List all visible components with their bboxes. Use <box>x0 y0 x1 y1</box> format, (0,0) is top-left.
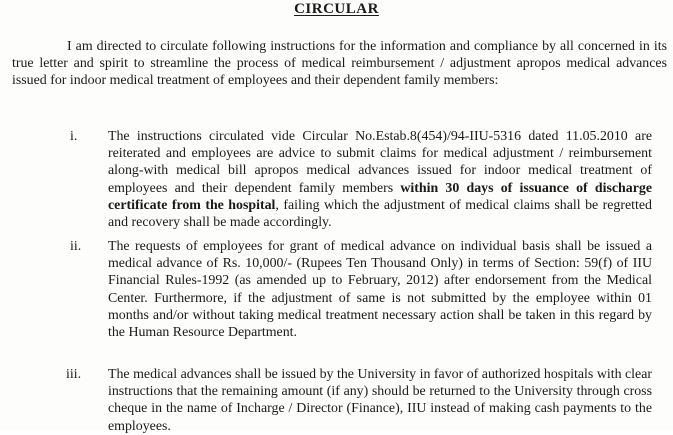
item-text-part: , failing which the adjustment of medical claims shall be regretted and recovery shall be made accordingly. <box>108 197 653 231</box>
item-text-part: The instructions circulated vide Circular No.Estab.8(454)/94-IIU-5316 dated 11.05.2010 are reiterated and employees are advice to submit claims for medical adjustment / reimbursement along-with medical bill apropos medical advances issued for indoor medical treatment of employees and their dependent family members <box>108 129 652 196</box>
item-numeral: ii. <box>70 239 82 254</box>
intro-paragraph: I am directed to circulate following instructions for the information and compliance by all concerned in its true letter and spirit to streamline the process of medical reimbursement / adjustment apropos medical advances issued for indoor medical treatment of employees and their dependent family members: <box>12 39 667 89</box>
item-numeral: iii. <box>66 367 82 382</box>
item-bold-text: within 30 days of issuance of discharge certificate from the hospital <box>108 180 652 213</box>
item-numeral: i. <box>70 129 78 144</box>
item-text: The medical advances shall be issued by the University in favor of authorized hospitals with clear instructions that the remaining amount (if any) should be returned to the University through cross cheque in the name of Incharge / Director (Finance), IIU instead of making cash payments to the employees. <box>108 367 652 434</box>
item-text: The requests of employees for grant of medical advance on individual basis shall be issued a medical advance of Rs. 10,000/- (Rupees Ten Thousand Only) in terms of Section: 59(f) of IIU Financial Rules-1992 (as amended up to February, 2012) after endorsement from the Medical Center. Furthermore, if the adjustment of same is not submitted by the employee within 01 months and/or without taking medical treatment necessary action shall be taken in this regard by the Human Resource Department. <box>108 239 652 341</box>
document-title: CIRCULAR <box>294 1 379 17</box>
item-text <box>108 128 652 231</box>
